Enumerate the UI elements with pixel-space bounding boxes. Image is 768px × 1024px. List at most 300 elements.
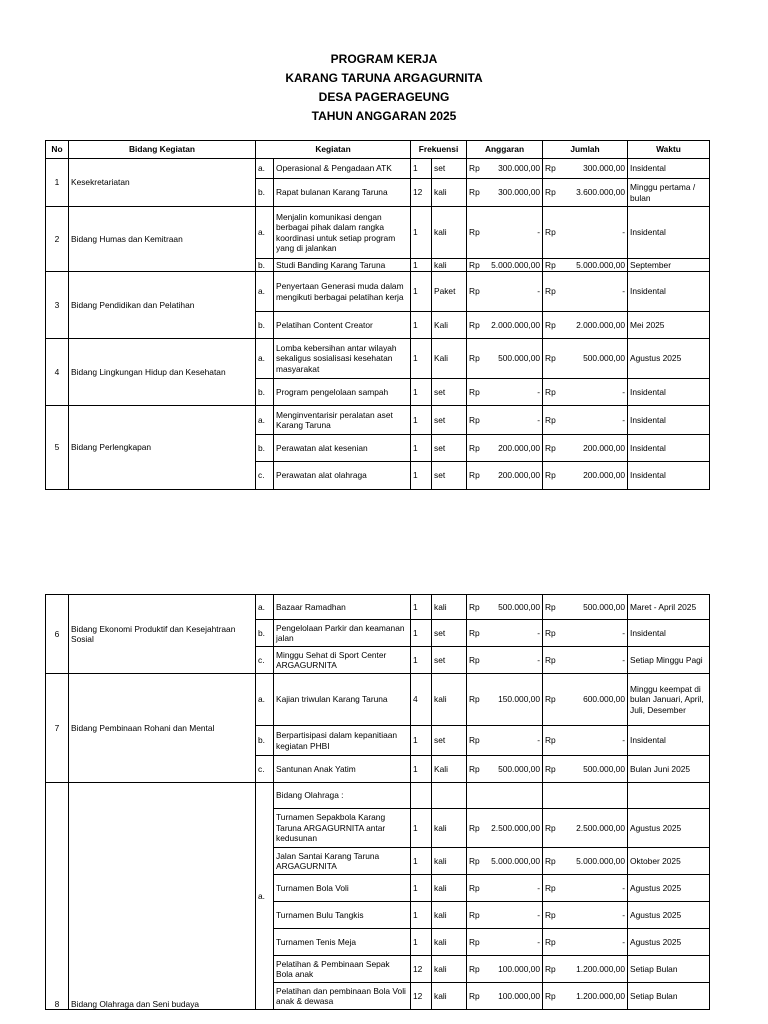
table-row — [46, 783, 710, 809]
frekuensi-unit-cell: kali — [432, 207, 467, 259]
anggaran-cell — [467, 674, 543, 726]
item-letter-cell: a. — [256, 339, 274, 379]
amount-value: 500.000,00 — [498, 763, 540, 774]
amount-value: 500.000,00 — [583, 353, 626, 364]
anggaran-cell — [467, 462, 543, 490]
jumlah-cell — [543, 179, 628, 207]
amount-value: 300.000,00 — [498, 163, 541, 174]
currency-label: Rp — [469, 163, 480, 174]
amount-value: 200.000,00 — [498, 442, 541, 453]
frekuensi-count-cell: 1 — [411, 159, 432, 179]
row-number-cell: 2 — [46, 207, 69, 272]
currency-label: Rp — [545, 822, 556, 833]
anggaran-cell — [467, 756, 543, 783]
amount-value: 2.000.000,00 — [576, 319, 626, 330]
program-table-page-2 — [45, 594, 710, 1010]
bidang-cell: Bidang Lingkungan Hidup dan Kesehatan — [69, 339, 256, 406]
frekuensi-unit-cell: kali — [432, 809, 467, 848]
jumlah-cell — [543, 620, 628, 647]
table-row — [46, 207, 710, 259]
amount-value: - — [622, 654, 625, 665]
anggaran-cell — [467, 809, 543, 848]
frekuensi-unit-cell: kali — [432, 848, 467, 875]
waktu-cell: September — [628, 259, 710, 272]
currency-label: Rp — [469, 227, 480, 238]
amount-value: 1.200.000,00 — [576, 963, 625, 974]
anggaran-cell — [467, 435, 543, 462]
anggaran-cell — [467, 848, 543, 875]
frekuensi-unit-cell: set — [432, 647, 467, 674]
amount-value: - — [622, 414, 626, 425]
amount-value: - — [537, 286, 541, 297]
currency-label: Rp — [469, 187, 480, 198]
frekuensi-count-cell: 1 — [411, 929, 432, 956]
frekuensi-unit-cell: kali — [432, 929, 467, 956]
frekuensi-count-cell: 1 — [411, 379, 432, 406]
amount-value: 3.600.000,00 — [576, 187, 626, 198]
kegiatan-cell: Lomba kebersihan antar wilayah sekaligus sosialisasi kesehatan masyarakat — [274, 339, 411, 379]
amount-value: - — [537, 227, 541, 238]
frekuensi-unit-cell: set — [432, 620, 467, 647]
kegiatan-cell: Bazaar Ramadhan — [274, 595, 411, 620]
jumlah-cell — [543, 783, 628, 809]
currency-label: Rp — [469, 601, 480, 612]
anggaran-cell — [467, 312, 543, 339]
kegiatan-cell: Pengelolaan Parkir dan keamanan jalan — [274, 620, 411, 647]
amount-value: - — [622, 882, 625, 893]
jumlah-cell — [543, 462, 628, 490]
header-kegiatan: Kegiatan — [256, 141, 411, 159]
jumlah-cell — [543, 929, 628, 956]
jumlah-cell — [543, 207, 628, 259]
kegiatan-cell: Studi Banding Karang Taruna — [274, 259, 411, 272]
frekuensi-unit-cell: set — [432, 435, 467, 462]
anggaran-cell — [467, 983, 543, 1010]
item-letter-cell: a. — [256, 207, 274, 259]
waktu-cell: Setiap Minggu Pagi — [628, 647, 710, 674]
currency-label: Rp — [545, 601, 556, 612]
bidang-cell: Bidang Olahraga dan Seni budaya — [69, 783, 256, 1010]
amount-value: - — [622, 386, 626, 397]
frekuensi-count-cell: 12 — [411, 179, 432, 207]
waktu-cell: Bulan Juni 2025 — [628, 756, 710, 783]
anggaran-cell — [467, 902, 543, 929]
currency-label: Rp — [469, 763, 480, 774]
title-line-4: TAHUN ANGGARAN 2025 — [311, 109, 457, 123]
anggaran-cell — [467, 259, 543, 272]
currency-label: Rp — [469, 855, 480, 866]
waktu-cell: Insidental — [628, 272, 710, 312]
amount-value: 500.000,00 — [498, 601, 540, 612]
subheading-cell: Bidang Olahraga : — [274, 783, 411, 809]
amount-value: - — [537, 882, 540, 893]
kegiatan-cell: Menjalin komunikasi dengan berbagai pihak dalam rangka koordinasi untuk setiap program yang di jalankan — [274, 207, 411, 259]
kegiatan-cell: Rapat bulanan Karang Taruna — [274, 179, 411, 207]
currency-label: Rp — [469, 654, 480, 665]
amount-value: 5.000.000,00 — [576, 855, 625, 866]
anggaran-cell — [467, 783, 543, 809]
anggaran-cell — [467, 379, 543, 406]
kegiatan-cell: Santunan Anak Yatim — [274, 756, 411, 783]
currency-label: Rp — [469, 319, 480, 330]
amount-value: 300.000,00 — [498, 187, 541, 198]
currency-label: Rp — [545, 227, 556, 238]
frekuensi-count-cell: 1 — [411, 339, 432, 379]
title-line-2: KARANG TARUNA ARGAGURNITA — [285, 71, 483, 85]
amount-value: 500.000,00 — [583, 601, 625, 612]
kegiatan-cell: Berpartisipasi dalam kepanitiaan kegiatan PHBI — [274, 726, 411, 756]
frekuensi-unit-cell: kali — [432, 259, 467, 272]
anggaran-cell — [467, 620, 543, 647]
currency-label: Rp — [469, 694, 480, 705]
currency-label: Rp — [469, 936, 480, 947]
kegiatan-cell: Pelatihan dan pembinaan Bola Voli anak & dewasa — [274, 983, 411, 1010]
amount-value: - — [537, 654, 540, 665]
waktu-cell: Setiap Bulan — [628, 956, 710, 983]
anggaran-cell — [467, 339, 543, 379]
table-row — [46, 406, 710, 435]
currency-label: Rp — [469, 735, 480, 746]
amount-value: 2.500.000,00 — [576, 822, 625, 833]
currency-label: Rp — [545, 735, 556, 746]
currency-label: Rp — [545, 442, 556, 453]
waktu-cell: Insidental — [628, 207, 710, 259]
row-number-cell: 4 — [46, 339, 69, 406]
waktu-cell: Insidental — [628, 620, 710, 647]
currency-label: Rp — [545, 936, 556, 947]
currency-label: Rp — [545, 627, 556, 638]
frekuensi-count-cell: 1 — [411, 406, 432, 435]
kegiatan-cell: Program pengelolaan sampah — [274, 379, 411, 406]
header-bidang: Bidang Kegiatan — [69, 141, 256, 159]
amount-value: - — [622, 227, 626, 238]
frekuensi-count-cell: 1 — [411, 312, 432, 339]
anggaran-cell — [467, 929, 543, 956]
kegiatan-cell: Turnamen Bola Voli — [274, 875, 411, 902]
jumlah-cell — [543, 726, 628, 756]
amount-value: 200.000,00 — [498, 470, 541, 481]
bidang-cell: Bidang Humas dan Kemitraan — [69, 207, 256, 272]
program-table-page-1 — [45, 140, 710, 490]
currency-label: Rp — [469, 353, 480, 364]
waktu-cell: Agustus 2025 — [628, 809, 710, 848]
frekuensi-count-cell: 1 — [411, 207, 432, 259]
jumlah-cell — [543, 339, 628, 379]
table-row — [46, 272, 710, 312]
amount-value: - — [537, 909, 540, 920]
currency-label: Rp — [545, 909, 556, 920]
kegiatan-cell: Operasional & Pengadaan ATK — [274, 159, 411, 179]
anggaran-cell — [467, 726, 543, 756]
frekuensi-unit-cell: kali — [432, 902, 467, 929]
anggaran-cell — [467, 647, 543, 674]
anggaran-cell — [467, 406, 543, 435]
anggaran-cell — [467, 956, 543, 983]
header-no: No — [46, 141, 69, 159]
jumlah-cell — [543, 312, 628, 339]
jumlah-cell — [543, 595, 628, 620]
currency-label: Rp — [545, 353, 556, 364]
amount-value: - — [537, 627, 540, 638]
kegiatan-cell: Perawatan alat kesenian — [274, 435, 411, 462]
bidang-cell: Bidang Pembinaan Rohani dan Mental — [69, 674, 256, 783]
title-line-3: DESA PAGERAGEUNG — [318, 90, 450, 104]
item-letter-cell: c. — [256, 462, 274, 490]
amount-value: 150.000,00 — [498, 694, 540, 705]
item-letter-cell: b. — [256, 379, 274, 406]
frekuensi-count-cell: 1 — [411, 875, 432, 902]
frekuensi-count-cell: 1 — [411, 595, 432, 620]
currency-label: Rp — [469, 882, 480, 893]
currency-label: Rp — [545, 414, 556, 425]
waktu-cell: Mei 2025 — [628, 312, 710, 339]
item-letter-cell: a. — [256, 159, 274, 179]
jumlah-cell — [543, 956, 628, 983]
item-letter-cell: a. — [256, 272, 274, 312]
waktu-cell: Insidental — [628, 159, 710, 179]
jumlah-cell — [543, 983, 628, 1010]
kegiatan-cell: Turnamen Bulu Tangkis — [274, 902, 411, 929]
waktu-cell: Insidental — [628, 726, 710, 756]
item-letter-cell: b. — [256, 259, 274, 272]
jumlah-cell — [543, 406, 628, 435]
currency-label: Rp — [545, 990, 556, 1001]
waktu-cell: Agustus 2025 — [628, 875, 710, 902]
title-line-1: PROGRAM KERJA — [330, 52, 438, 66]
kegiatan-cell: Minggu Sehat di Sport Center ARGAGURNITA — [274, 647, 411, 674]
frekuensi-count-cell: 1 — [411, 259, 432, 272]
waktu-cell: Setiap Bulan — [628, 983, 710, 1010]
amount-value: 600.000,00 — [583, 694, 625, 705]
anggaran-cell — [467, 159, 543, 179]
item-letter-cell: b. — [256, 620, 274, 647]
amount-value: 100.000,00 — [498, 963, 540, 974]
kegiatan-cell: Perawatan alat olahraga — [274, 462, 411, 490]
amount-value: 500.000,00 — [498, 353, 541, 364]
jumlah-cell — [543, 875, 628, 902]
anggaran-cell — [467, 179, 543, 207]
frekuensi-count-cell: 1 — [411, 272, 432, 312]
currency-label: Rp — [469, 909, 480, 920]
amount-value: - — [622, 936, 625, 947]
kegiatan-cell: Kajian triwulan Karang Taruna — [274, 674, 411, 726]
frekuensi-unit-cell: set — [432, 379, 467, 406]
row-number-cell: 3 — [46, 272, 69, 339]
frekuensi-count-cell: 1 — [411, 462, 432, 490]
table-row — [46, 595, 710, 620]
kegiatan-cell: Pelatihan & Pembinaan Sepak Bola anak — [274, 956, 411, 983]
bidang-cell: Bidang Pendidikan dan Pelatihan — [69, 272, 256, 339]
currency-label: Rp — [469, 470, 480, 481]
kegiatan-cell: Turnamen Sepakbola Karang Taruna ARGAGURNITA antar kedusunan — [274, 809, 411, 848]
document-title — [0, 50, 768, 126]
bidang-cell: Kesekretariatan — [69, 159, 256, 207]
amount-value: - — [537, 386, 541, 397]
frekuensi-count-cell: 1 — [411, 435, 432, 462]
amount-value: 100.000,00 — [498, 990, 540, 1001]
currency-label: Rp — [545, 470, 556, 481]
currency-label: Rp — [545, 386, 556, 397]
waktu-cell: Minggu keempat di bulan Januari, April, Juli, Desember — [628, 674, 710, 726]
amount-value: 5.000.000,00 — [576, 259, 626, 270]
table-row — [46, 339, 710, 379]
amount-value: 2.500.000,00 — [491, 822, 540, 833]
row-number-cell: 8 — [46, 783, 69, 1010]
jumlah-cell — [543, 379, 628, 406]
currency-label: Rp — [469, 963, 480, 974]
jumlah-cell — [543, 848, 628, 875]
frekuensi-unit-cell: set — [432, 406, 467, 435]
frekuensi-unit-cell: Kali — [432, 756, 467, 783]
frekuensi-unit-cell: kali — [432, 595, 467, 620]
amount-value: - — [537, 936, 540, 947]
amount-value: 300.000,00 — [583, 163, 626, 174]
frekuensi-unit-cell: Paket — [432, 272, 467, 312]
row-number-cell: 1 — [46, 159, 69, 207]
currency-label: Rp — [545, 654, 556, 665]
jumlah-cell — [543, 902, 628, 929]
jumlah-cell — [543, 272, 628, 312]
frekuensi-count-cell: 1 — [411, 647, 432, 674]
currency-label: Rp — [545, 319, 556, 330]
item-letter-cell: a. — [256, 783, 274, 1010]
currency-label: Rp — [469, 286, 480, 297]
waktu-cell: Minggu pertama / bulan — [628, 179, 710, 207]
waktu-cell: Insidental — [628, 379, 710, 406]
amount-value: - — [537, 414, 541, 425]
frekuensi-unit-cell: kali — [432, 674, 467, 726]
frekuensi-count-cell: 1 — [411, 726, 432, 756]
frekuensi-unit-cell: kali — [432, 875, 467, 902]
currency-label: Rp — [469, 990, 480, 1001]
waktu-cell — [628, 783, 710, 809]
frekuensi-unit-cell: kali — [432, 956, 467, 983]
frekuensi-unit-cell: set — [432, 159, 467, 179]
frekuensi-unit-cell: set — [432, 726, 467, 756]
item-letter-cell: a. — [256, 674, 274, 726]
waktu-cell: Agustus 2025 — [628, 929, 710, 956]
header-row — [46, 141, 710, 159]
frekuensi-count-cell — [411, 783, 432, 809]
waktu-cell: Agustus 2025 — [628, 902, 710, 929]
amount-value: 5.000.000,00 — [491, 855, 540, 866]
item-letter-cell: b. — [256, 312, 274, 339]
amount-value: 200.000,00 — [583, 470, 626, 481]
header-anggaran: Anggaran — [467, 141, 543, 159]
waktu-cell: Insidental — [628, 406, 710, 435]
row-number-cell: 6 — [46, 595, 69, 674]
amount-value: 200.000,00 — [583, 442, 626, 453]
frekuensi-count-cell: 1 — [411, 756, 432, 783]
table-row — [46, 674, 710, 726]
bidang-cell: Bidang Perlengkapan — [69, 406, 256, 490]
amount-value: - — [622, 627, 625, 638]
frekuensi-unit-cell: kali — [432, 983, 467, 1010]
currency-label: Rp — [545, 694, 556, 705]
table-row — [46, 159, 710, 179]
frekuensi-count-cell: 1 — [411, 848, 432, 875]
currency-label: Rp — [545, 259, 556, 270]
item-letter-cell: a. — [256, 406, 274, 435]
amount-value: 500.000,00 — [583, 763, 625, 774]
anggaran-cell — [467, 272, 543, 312]
row-number-cell: 7 — [46, 674, 69, 783]
frekuensi-unit-cell: set — [432, 462, 467, 490]
frekuensi-unit-cell: Kali — [432, 339, 467, 379]
jumlah-cell — [543, 809, 628, 848]
frekuensi-count-cell: 1 — [411, 809, 432, 848]
frekuensi-count-cell: 4 — [411, 674, 432, 726]
kegiatan-cell: Pelatihan Content Creator — [274, 312, 411, 339]
waktu-cell: Oktober 2025 — [628, 848, 710, 875]
bidang-cell: Bidang Ekonomi Produktif dan Kesejahtraan Sosial — [69, 595, 256, 674]
currency-label: Rp — [545, 187, 556, 198]
jumlah-cell — [543, 435, 628, 462]
kegiatan-cell: Penyertaan Generasi muda dalam mengikuti berbagai pelatihan kerja — [274, 272, 411, 312]
currency-label: Rp — [469, 822, 480, 833]
anggaran-cell — [467, 875, 543, 902]
amount-value: 2.000.000,00 — [491, 319, 541, 330]
frekuensi-unit-cell: Kali — [432, 312, 467, 339]
kegiatan-cell: Menginventarisir peralatan aset Karang Taruna — [274, 406, 411, 435]
item-letter-cell: c. — [256, 756, 274, 783]
waktu-cell: Maret - April 2025 — [628, 595, 710, 620]
item-letter-cell: b. — [256, 179, 274, 207]
header-frekuensi: Frekuensi — [411, 141, 467, 159]
frekuensi-count-cell: 12 — [411, 983, 432, 1010]
header-waktu: Waktu — [628, 141, 710, 159]
waktu-cell: Insidental — [628, 435, 710, 462]
currency-label: Rp — [469, 386, 480, 397]
item-letter-cell: a. — [256, 595, 274, 620]
amount-value: - — [622, 735, 625, 746]
amount-value: - — [537, 735, 540, 746]
currency-label: Rp — [545, 163, 556, 174]
amount-value: 1.200.000,00 — [576, 990, 625, 1001]
kegiatan-cell: Jalan Santai Karang Taruna ARGAGURNITA — [274, 848, 411, 875]
frekuensi-count-cell: 1 — [411, 620, 432, 647]
currency-label: Rp — [469, 414, 480, 425]
jumlah-cell — [543, 674, 628, 726]
jumlah-cell — [543, 159, 628, 179]
frekuensi-unit-cell — [432, 783, 467, 809]
currency-label: Rp — [469, 627, 480, 638]
currency-label: Rp — [545, 286, 556, 297]
item-letter-cell: b. — [256, 435, 274, 462]
frekuensi-count-cell: 12 — [411, 956, 432, 983]
amount-value: - — [622, 909, 625, 920]
anggaran-cell — [467, 595, 543, 620]
amount-value: 5.000.000,00 — [491, 259, 541, 270]
kegiatan-cell: Turnamen Tenis Meja — [274, 929, 411, 956]
item-letter-cell: b. — [256, 726, 274, 756]
anggaran-cell — [467, 207, 543, 259]
amount-value: - — [622, 286, 626, 297]
item-letter-cell: c. — [256, 647, 274, 674]
currency-label: Rp — [545, 855, 556, 866]
waktu-cell: Insidental — [628, 462, 710, 490]
jumlah-cell — [543, 756, 628, 783]
jumlah-cell — [543, 259, 628, 272]
frekuensi-count-cell: 1 — [411, 902, 432, 929]
header-jumlah: Jumlah — [543, 141, 628, 159]
frekuensi-unit-cell: kali — [432, 179, 467, 207]
row-number-cell: 5 — [46, 406, 69, 490]
jumlah-cell — [543, 647, 628, 674]
currency-label: Rp — [469, 259, 480, 270]
currency-label: Rp — [469, 442, 480, 453]
currency-label: Rp — [545, 763, 556, 774]
